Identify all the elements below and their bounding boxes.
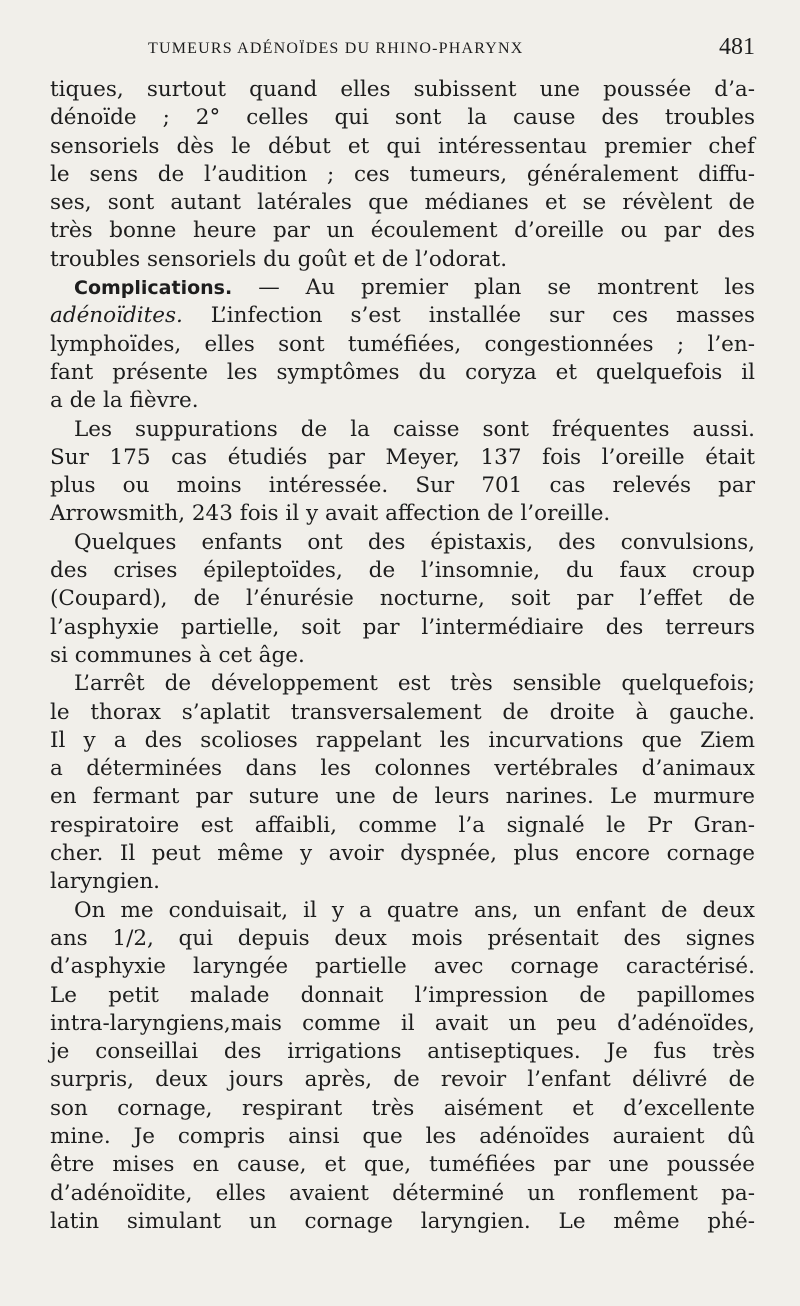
text-line: Sur 175 cas étudiés par Meyer, 137 fois l’oreille était [50, 444, 755, 470]
text-line: le sens de l’audition ; ces tumeurs, généralement diffu- [50, 161, 755, 187]
text-line: respiratoire est affaibli, comme l’a signalé le Pr Gran- [50, 812, 755, 838]
text-line: d’adénoïdite, elles avaient déterminé un ronflement pa- [50, 1180, 755, 1206]
section-heading: Complications. [74, 277, 233, 300]
text-line: plus ou moins intéressée. Sur 701 cas relevés par [50, 473, 755, 499]
text-line: ans 1/2, qui depuis deux mois présentait des signes [50, 925, 755, 951]
text-line: en fermant par suture une de leurs narines. Le murmure [50, 784, 755, 810]
text-line: cher. Il peut même y avoir dyspnée, plus encore cornage [50, 841, 755, 867]
text-line [50, 274, 755, 302]
text-line: (Coupard), de l’énurésie nocturne, soit par l’effet de [50, 586, 755, 612]
text-line: On me conduisait, il y a quatre ans, un enfant de deux [74, 897, 755, 923]
text-line: tiques, surtout quand elles subissent une poussée d’a- [50, 77, 755, 102]
text-line: être mises en cause, et que, tuméfiées par une poussée [50, 1152, 755, 1178]
text-line: sensoriels dès le début et qui intéressentau premier chef [50, 133, 755, 159]
text-line: fant présente les symptômes du coryza et quelquefois il [50, 359, 755, 385]
text-line: dénoïde ; 2° celles qui sont la cause des troubles [50, 105, 755, 131]
text-line: Quelques enfants ont des épistaxis, des convulsions, [74, 529, 755, 555]
text-line: lymphoïdes, elles sont tuméfiées, congestionnées ; l’en- [50, 331, 755, 357]
page-number: 481 [719, 34, 755, 60]
body-text [50, 76, 755, 1236]
text-line: a de la fièvre. [50, 388, 199, 414]
text-line: si communes à cet âge. [50, 642, 305, 668]
text-line: d’asphyxie laryngée partielle avec cornage caractérisé. [50, 954, 755, 980]
text-line: Il y a des scolioses rappelant les incurvations que Ziem [50, 727, 755, 753]
text-line: le thorax s’aplatit transversalement de droite à gauche. [50, 699, 755, 725]
text-line: son cornage, respirant très aisément et d’excellente [50, 1095, 755, 1121]
text-line: très bonne heure par un écoulement d’oreille ou par des [50, 218, 755, 244]
text-line: ses, sont autant latérales que médianes et se révèlent de [50, 190, 755, 216]
text-line: Arrowsmith, 243 fois il y avait affection de l’oreille. [50, 501, 611, 527]
page-header [50, 30, 755, 70]
text-line: des crises épileptoïdes, de l’insomnie, du faux croup [50, 558, 755, 584]
text-run: L’infection s’est installée sur ces masses [182, 303, 755, 329]
text-line: intra-laryngiens,mais comme il avait un peu d’adénoïdes, [50, 1010, 755, 1036]
text-line: Les suppurations de la caisse sont fréquentes aussi. [74, 416, 755, 442]
text-line: laryngien. [50, 869, 161, 895]
italic-term: adénoïdites. [50, 303, 183, 329]
text-line: je conseillai des irrigations antiseptiques. Je fus très [50, 1039, 755, 1065]
text-line [50, 302, 755, 330]
text-line: L’arrêt de développement est très sensible quelquefois; [74, 671, 755, 697]
text-line: a déterminées dans les colonnes vertébrales d’animaux [50, 756, 755, 782]
text-run: — Au premier plan se montrent les [232, 275, 755, 301]
text-line: latin simulant un cornage laryngien. Le même phé- [50, 1208, 755, 1234]
text-line: mine. Je compris ainsi que les adénoïdes auraient dû [50, 1123, 755, 1149]
text-line: troubles sensoriels du goût et de l’odorat. [50, 246, 508, 272]
text-line: l’asphyxie partielle, soit par l’intermédiaire des terreurs [50, 614, 755, 640]
text-line: surpris, deux jours après, de revoir l’enfant délivré de [50, 1067, 755, 1093]
running-title: TUMEURS ADÉNOÏDES DU RHINO-PHARYNX [148, 40, 524, 57]
text-line: Le petit malade donnait l’impression de papillomes [50, 982, 755, 1008]
